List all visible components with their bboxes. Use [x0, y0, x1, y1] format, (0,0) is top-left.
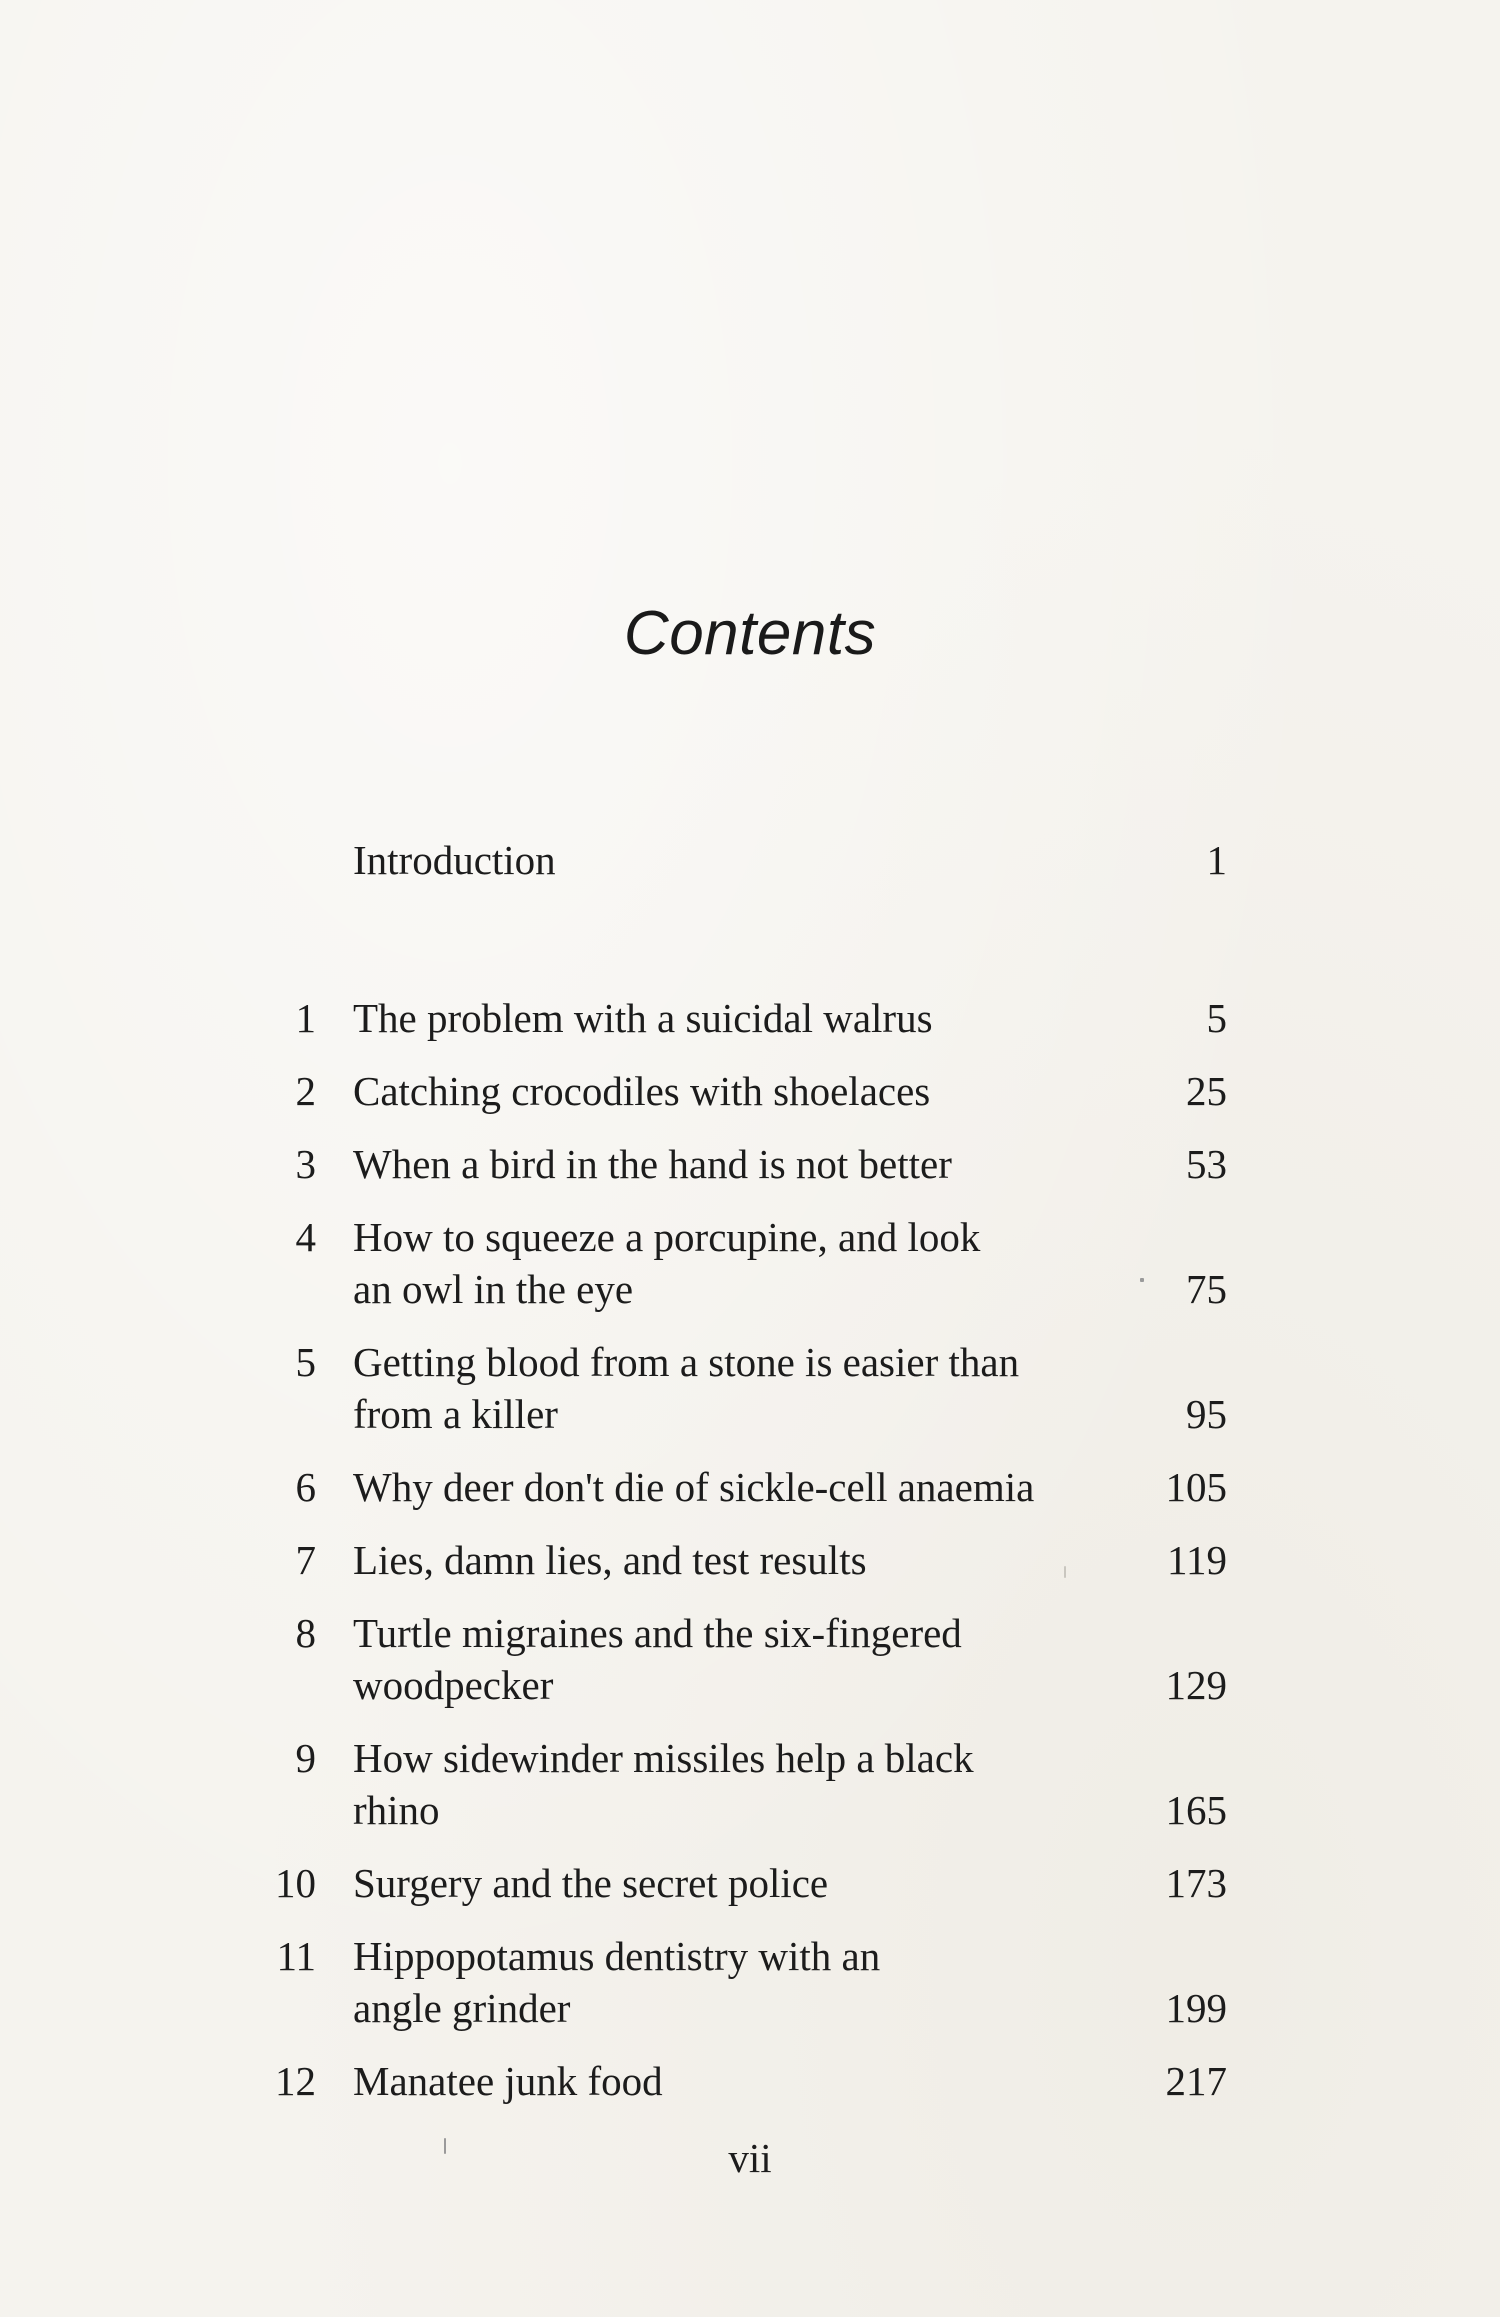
chapter-page: 129: [1165, 1662, 1227, 1708]
chapter-page: 95: [1186, 1391, 1227, 1437]
chapter-page: 75: [1186, 1266, 1227, 1312]
chapter-title: Catching crocodiles with shoelaces: [353, 1068, 931, 1114]
chapter-page: 173: [1165, 1860, 1227, 1906]
chapter-number: 2: [295, 1068, 316, 1114]
toc-entry-label: Introduction: [353, 837, 556, 883]
scan-speck: [1140, 1278, 1144, 1282]
chapter-title: Manatee junk food: [353, 2058, 663, 2104]
chapter-number: 5: [295, 1339, 316, 1385]
chapter-page: 53: [1186, 1141, 1227, 1187]
chapter-number: 8: [295, 1610, 316, 1656]
chapter-title: Getting blood from a stone is easier than from a killer: [353, 1339, 1020, 1437]
chapter-title: Hippopotamus dentistry with an angle grinder: [353, 1933, 881, 2031]
chapter-page: 5: [1206, 995, 1227, 1041]
chapter-page: 165: [1165, 1787, 1227, 1833]
scan-speck: [444, 2138, 446, 2154]
chapter-page: 199: [1165, 1985, 1227, 2031]
chapter-number: 9: [295, 1735, 316, 1781]
scan-speck: [1064, 1566, 1066, 1578]
chapter-title: Why deer don't die of sickle-cell anaemia: [353, 1464, 1035, 1510]
chapter-title: Turtle migraines and the six-fingered woodpecker: [353, 1610, 962, 1708]
chapter-title: When a bird in the hand is not better: [353, 1141, 952, 1187]
chapter-number: 1: [295, 995, 316, 1041]
chapter-title: The problem with a suicidal walrus: [353, 995, 933, 1041]
chapter-number: 7: [295, 1537, 316, 1583]
chapter-title: How sidewinder missiles help a black rhino: [353, 1735, 974, 1833]
page-number-footer: vii: [728, 2135, 772, 2181]
chapter-title: How to squeeze a porcupine, and look an owl in the eye: [353, 1214, 981, 1312]
chapter-number: 11: [276, 1933, 316, 1979]
chapter-number: 10: [275, 1860, 316, 1906]
chapter-page: 25: [1186, 1068, 1227, 1114]
chapter-number: 12: [275, 2058, 316, 2104]
page-title: Contents: [623, 599, 877, 668]
toc-entry-page: 1: [1206, 837, 1227, 883]
chapter-page: 119: [1167, 1537, 1227, 1583]
chapter-page: 105: [1165, 1464, 1227, 1510]
chapter-number: 6: [295, 1464, 316, 1510]
chapter-number: 3: [295, 1141, 316, 1187]
chapter-title: Lies, damn lies, and test results: [353, 1537, 867, 1583]
chapter-number: 4: [295, 1214, 316, 1260]
chapter-page: 217: [1165, 2058, 1227, 2104]
chapter-title: Surgery and the secret police: [353, 1860, 829, 1906]
